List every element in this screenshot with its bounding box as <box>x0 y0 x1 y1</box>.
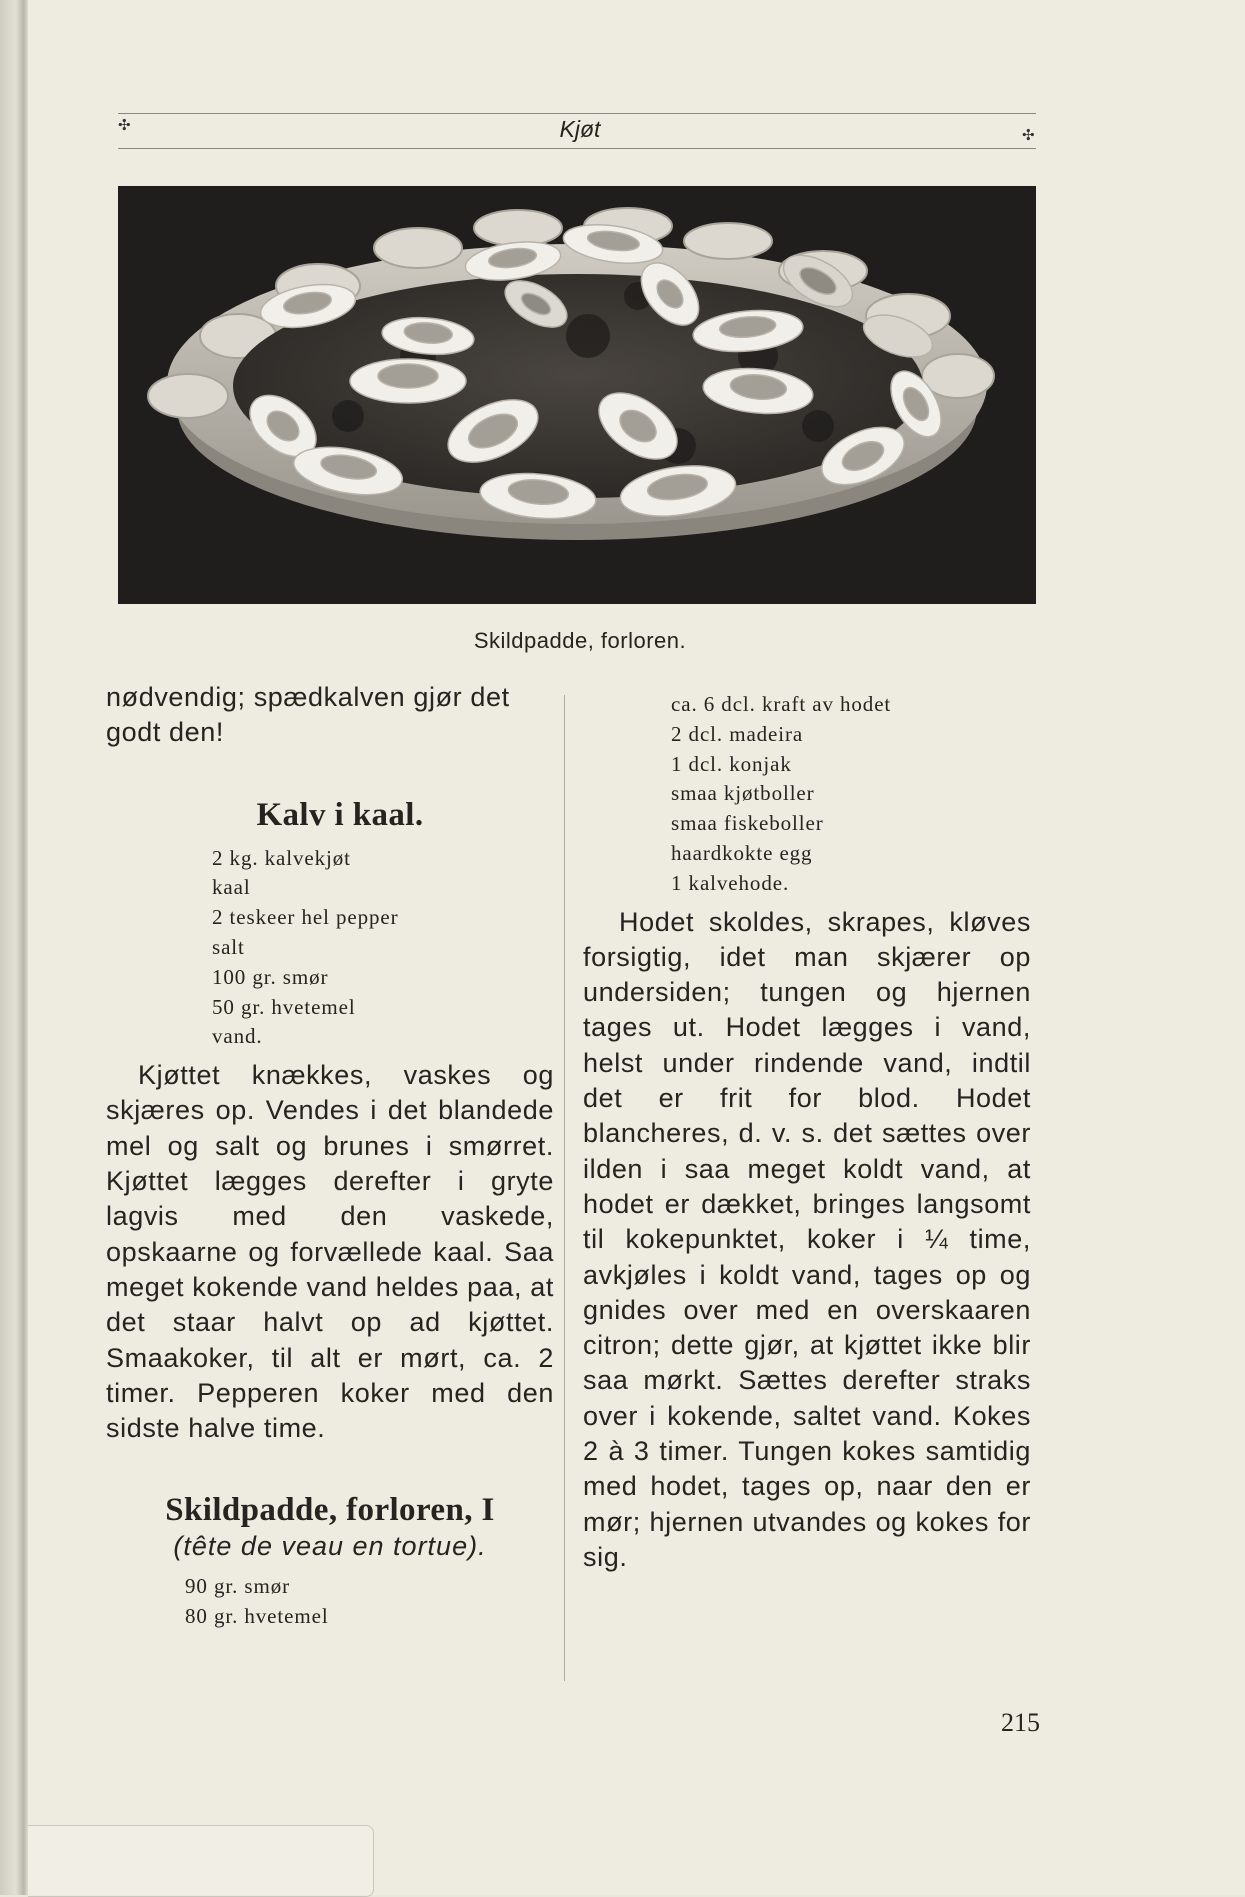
running-head: Kjøt <box>559 116 601 142</box>
ingredient-item: 1 dcl. konjak <box>671 751 792 776</box>
recipe-subtitle-tete-de-veau: (tête de veau en tortue). <box>173 1531 487 1562</box>
recipe-title-skildpadde-forloren: Skildpadde, forloren, I <box>165 1492 495 1529</box>
ingredient-list-skildpadde-part2 <box>671 690 1031 899</box>
ingredient-item: smaa kjøtboller <box>671 781 815 806</box>
recipe-method-skildpadde: Hodet skoldes, skrapes, kløves forsigtig, idet man skjærer op undersiden; tungen og hjernen tages ut. Hodet lægges i vand, helst under rindende vand, indtil det er frit for blod. Hodet blancheres, d. v. s. det sættes over ilden i saa meget koldt vand, at hodet er dækket, bringes langsomt til kokepunktet, koker i ¼ time, avkjøles i koldt vand, tages op og gnides over med en overskaaren citron; dette gjør, at kjøttet ikke blir saa mørkt. Sættes derefter straks over i kokende, saltet vand. Kokes 2 à 3 timer. Tungen kokes samtidig med hodet, tages op, naar den er mør; hjernen utvandes og kokes for sig. <box>583 906 1031 1572</box>
page-number: 215 <box>1001 1708 1040 1737</box>
recipe-method-kalv-i-kaal: Kjøttet knækkes, vaskes og skjæres op. Vendes i det blandede mel og salt og brunes i smørret. Kjøttet lægges derefter i gryte lagvis med den vaskede, opskaarne og forvællede kaal. Saa meget kokende vand heldes paa, at det staar halvt op ad kjøttet. Smaakoker, til alt er mørt, ca. 2 timer. Pepperen koker med den sidste halve time. <box>106 1060 554 1444</box>
header-ornament-left: ✣ <box>118 118 131 134</box>
dish-photograph <box>118 186 1036 604</box>
ingredient-item: 90 gr. smør <box>185 1574 290 1599</box>
recipe-title-kalv-i-kaal: Kalv i kaal. <box>256 796 424 833</box>
header-rule-top <box>118 113 1036 114</box>
ingredient-item: kaal <box>212 875 251 900</box>
header-ornament-right: ✣ <box>1022 128 1035 144</box>
column-divider <box>564 695 565 1681</box>
ingredient-item: 100 gr. smør <box>212 964 329 989</box>
book-binding-shadow <box>0 0 28 1895</box>
ingredient-list-kalv-i-kaal <box>212 844 554 1053</box>
right-column <box>583 690 1031 1575</box>
figure-caption: Skildpadde, forloren. <box>473 628 687 653</box>
ingredient-list-skildpadde-part1 <box>185 1572 554 1632</box>
left-column <box>106 680 554 1632</box>
ingredient-item: smaa fiskeboller <box>671 811 824 836</box>
scan-tab-mark <box>28 1825 374 1897</box>
ingredient-item: salt <box>212 934 245 959</box>
ingredient-item: 2 teskeer hel pepper <box>212 905 399 930</box>
ingredient-item: 50 gr. hvetemel <box>212 994 356 1019</box>
ingredient-item: 80 gr. hvetemel <box>185 1604 329 1629</box>
ingredient-item: vand. <box>212 1024 263 1049</box>
continuation-text: nødvendig; spædkalven gjør det godt den! <box>106 682 510 748</box>
ingredient-item: 2 dcl. madeira <box>671 721 804 746</box>
ingredient-item: ca. 6 dcl. kraft av hodet <box>671 692 892 716</box>
ingredient-item: haardkokte egg <box>671 840 813 865</box>
ingredient-item: 1 kalvehode. <box>671 870 790 895</box>
ingredient-item: 2 kg. kalvekjøt <box>212 845 351 870</box>
header-rule-bottom <box>118 148 1036 149</box>
